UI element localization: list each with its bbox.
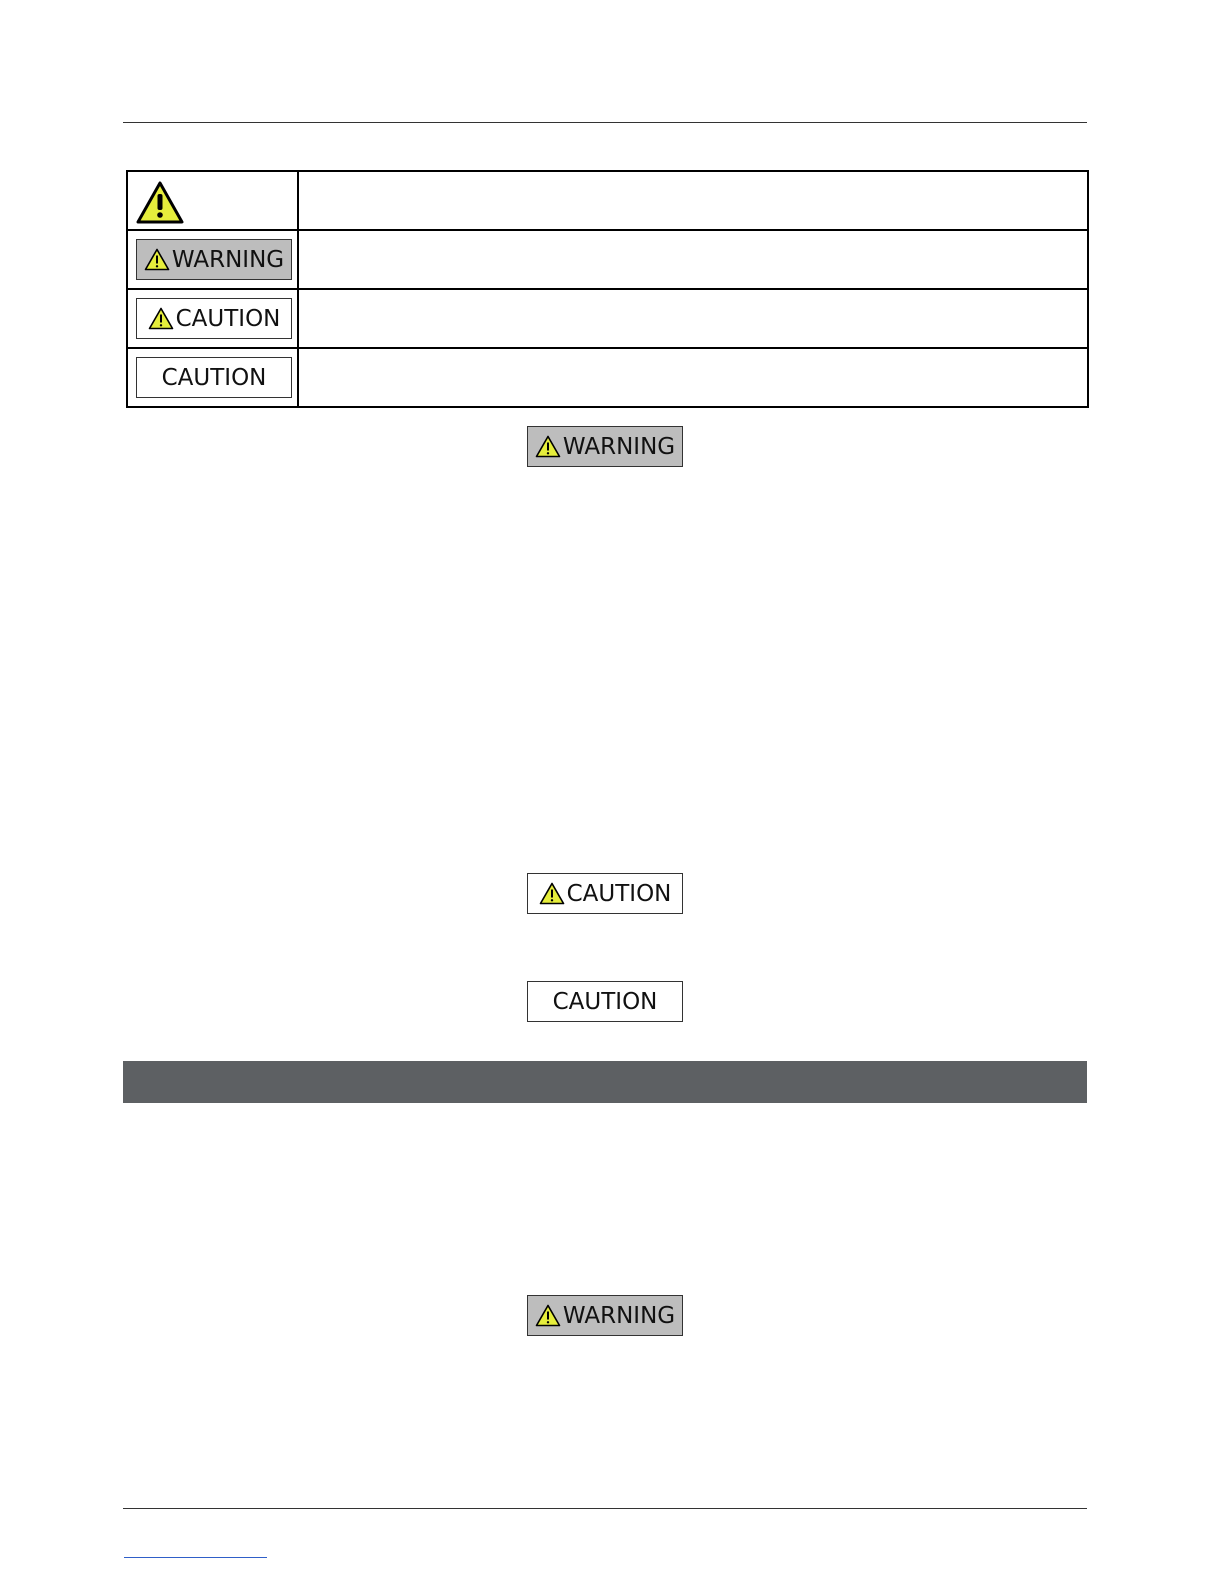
legend-row-caution-triangle bbox=[127, 289, 1088, 348]
warning-triangle-icon bbox=[148, 307, 174, 330]
warning-triangle-icon bbox=[144, 248, 170, 271]
section-heading-bar bbox=[123, 1061, 1087, 1103]
caution-label-text: CAUTION bbox=[175, 305, 281, 332]
legend-row-caution-plain bbox=[127, 348, 1088, 407]
warning-triangle-icon bbox=[535, 1304, 561, 1327]
warning-triangle-icon bbox=[539, 882, 565, 905]
warning-label-text: WARNING bbox=[171, 246, 285, 273]
warning-label bbox=[527, 1295, 683, 1336]
warning-label-text: WARNING bbox=[562, 1302, 676, 1329]
footer-rule bbox=[123, 1508, 1087, 1509]
warning-label-text: WARNING bbox=[562, 433, 676, 460]
caution-label-text: CAUTION bbox=[566, 880, 672, 907]
legend-description bbox=[298, 289, 1088, 348]
header-rule bbox=[123, 122, 1087, 123]
caution-label-text: CAUTION bbox=[552, 988, 658, 1015]
caution-label bbox=[527, 873, 683, 914]
legend-symbol-cell bbox=[127, 348, 298, 407]
legend-symbol-cell bbox=[127, 289, 298, 348]
footer-link[interactable] bbox=[124, 1557, 267, 1558]
legend-row-general bbox=[127, 171, 1088, 230]
caution-label-text: CAUTION bbox=[161, 364, 267, 391]
warning-triangle-icon bbox=[535, 435, 561, 458]
warning-label bbox=[527, 426, 683, 467]
legend-symbol-cell bbox=[127, 171, 298, 230]
caution-plain-label bbox=[527, 981, 683, 1022]
legend-symbol-cell bbox=[127, 230, 298, 289]
warning-triangle-icon bbox=[136, 181, 184, 224]
caution-plain-label bbox=[136, 357, 292, 398]
legend-row-warning bbox=[127, 230, 1088, 289]
warning-label bbox=[136, 239, 292, 280]
legend-description bbox=[298, 230, 1088, 289]
safety-symbol-legend-table bbox=[126, 170, 1089, 408]
legend-description bbox=[298, 348, 1088, 407]
legend-description bbox=[298, 171, 1088, 230]
caution-label bbox=[136, 298, 292, 339]
